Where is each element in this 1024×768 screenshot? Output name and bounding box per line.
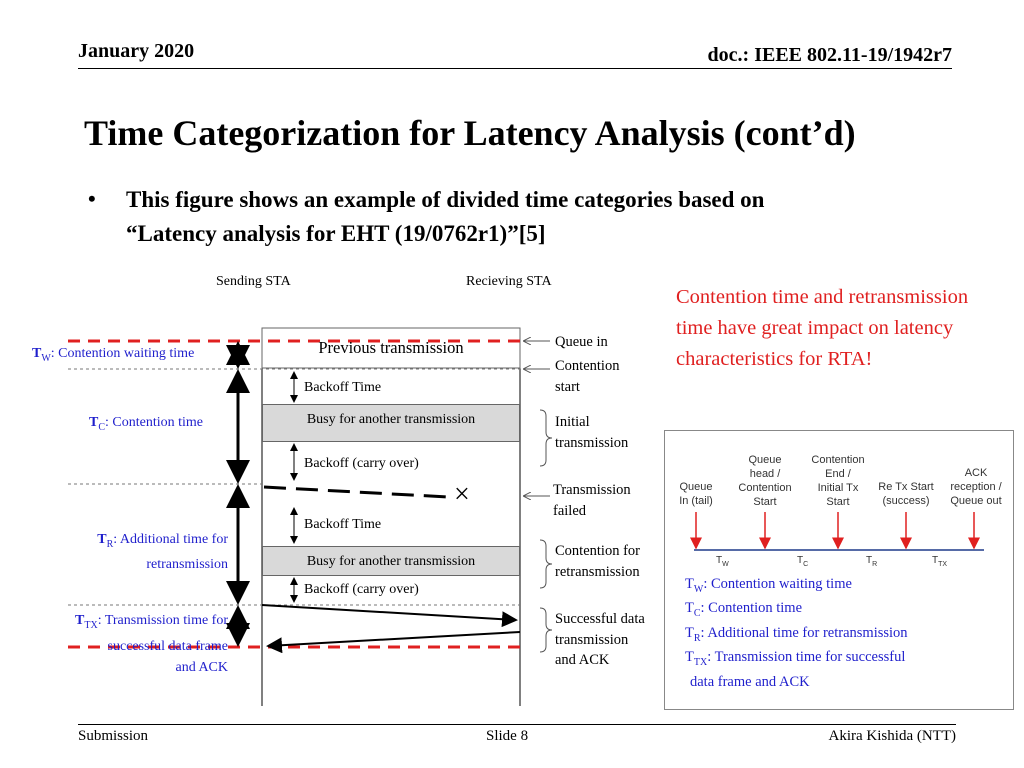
tc-description: : Contention time xyxy=(105,415,204,430)
note-success-1: Successful data xyxy=(555,611,645,627)
footer-submission: Submission xyxy=(78,728,149,744)
tw-label xyxy=(32,346,194,364)
previous-transmission-label: Previous transmission xyxy=(318,338,464,357)
legend-item-ttx xyxy=(685,649,905,668)
note-contention-start-1: Contention xyxy=(555,358,620,374)
note-success-3: and ACK xyxy=(555,652,610,668)
ttx-symbol: T xyxy=(75,613,85,628)
note-initial-transmission xyxy=(555,412,628,453)
legend-event-4-line1: Re Tx Start xyxy=(878,481,934,493)
legend-event-2-line4: Start xyxy=(753,496,777,508)
legend-event-5-line2: reception / xyxy=(950,481,1002,493)
tr-label xyxy=(66,530,228,575)
legend-event-5-line1: ACK xyxy=(964,467,988,479)
legend-item-tw xyxy=(685,576,852,595)
legend-event-1-line2: In (tail) xyxy=(679,495,713,507)
legend-axis-tc xyxy=(797,554,808,572)
legend-event-5 xyxy=(940,466,1012,508)
note-cont-retx-2: retransmission xyxy=(555,563,640,580)
legend-axis-ttx xyxy=(932,554,947,572)
note-failed-2: failed xyxy=(553,502,587,519)
note-transmission-failed xyxy=(553,480,631,521)
legend-axis-tr xyxy=(866,554,877,572)
slide-title: Time Categorization for Latency Analysis (cont’d) xyxy=(84,113,856,153)
tw-description: : Contention waiting time xyxy=(50,346,195,361)
note-initial-1: Initial xyxy=(555,414,590,430)
legend-event-3 xyxy=(803,453,873,509)
note-success-2: transmission xyxy=(555,631,629,648)
legend-event-3-line1: Contention xyxy=(811,454,865,466)
backoff-time-1: Backoff Time xyxy=(304,380,382,395)
footer-author: Akira Kishida (NTT) xyxy=(828,728,956,744)
tr-subscript: R xyxy=(106,538,114,550)
legend-item-tc xyxy=(685,600,802,619)
ttx-subscript: TX xyxy=(84,619,98,631)
ttx-description-1: : Transmission time for xyxy=(97,613,228,628)
legend-axis-tw-sub: W xyxy=(722,561,729,568)
initial-transmission-brace xyxy=(540,410,552,466)
legend-item-tr xyxy=(685,625,908,644)
legend-tc-sub: C xyxy=(693,607,701,619)
tr-description-2: retransmission xyxy=(146,556,228,572)
busy-block-2: Busy for another transmission xyxy=(262,546,520,576)
legend-tw-sub: W xyxy=(693,583,704,595)
sending-sta-label: Sending STA xyxy=(216,274,291,289)
note-contention-retransmission xyxy=(555,541,640,582)
note-contention-start-2: start xyxy=(555,378,580,395)
legend-event-2-line2: head / xyxy=(749,468,781,480)
legend-axis-ttx-sym: T xyxy=(932,555,939,566)
fail-x-icon: × xyxy=(454,479,470,510)
ack-arrow xyxy=(268,632,520,646)
legend-tc-sym: T xyxy=(685,600,694,616)
tc-subscript: C xyxy=(98,421,106,433)
legend-ttx-sub: TX xyxy=(693,656,708,668)
backoff-time-2: Backoff Time xyxy=(304,517,382,532)
legend-event-4 xyxy=(870,480,942,508)
footer-slide-number: Slide 8 xyxy=(486,728,529,744)
backoff-carry-over-1: Backoff (carry over) xyxy=(304,456,419,471)
legend-axis-tw-sym: T xyxy=(716,555,723,566)
backoff-carry-over-2: Backoff (carry over) xyxy=(304,582,419,597)
legend-event-3-line2: End / xyxy=(825,468,851,480)
legend-event-3-line4: Start xyxy=(826,496,850,508)
retransmission-brace xyxy=(540,540,552,588)
tc-symbol: T xyxy=(89,415,99,430)
note-initial-2: transmission xyxy=(555,434,629,451)
legend-tc-desc: : Contention time xyxy=(700,600,803,616)
legend-event-2-line3: Contention xyxy=(738,482,792,494)
ttx-description-3: and ACK xyxy=(175,659,228,675)
tw-symbol: T xyxy=(32,346,42,361)
legend-tr-sub: R xyxy=(693,632,701,644)
busy-block-1: Busy for another transmission xyxy=(262,404,520,442)
receiving-sta-label: Recieving STA xyxy=(466,274,552,289)
header-date: January 2020 xyxy=(78,40,195,62)
legend-event-1 xyxy=(666,480,726,508)
legend-event-1-line1: Queue xyxy=(679,481,713,493)
legend-ttx-desc2: data frame and ACK xyxy=(690,674,810,690)
note-queue-in: Queue in xyxy=(555,334,608,350)
callout-text: Contention time and retransmission time have great impact on latency characteristics for RTA! xyxy=(676,286,969,370)
data-frame-arrow xyxy=(262,605,516,620)
ttx-label xyxy=(38,610,228,678)
tr-symbol: T xyxy=(97,532,107,547)
legend-axis-ttx-sub: TX xyxy=(938,561,948,568)
tc-label xyxy=(89,415,203,433)
legend-event-2 xyxy=(730,453,800,509)
legend-event-4-line2: (success) xyxy=(882,495,930,507)
legend-axis-tc-sub: C xyxy=(803,561,809,568)
legend-ttx-sym: T xyxy=(685,649,694,665)
legend-axis-tw xyxy=(716,554,729,572)
legend-axis-tr-sub: R xyxy=(872,561,878,568)
note-cont-retx-1: Contention for xyxy=(555,543,640,559)
tr-description-1: : Additional time for xyxy=(113,532,228,547)
success-brace xyxy=(540,608,552,652)
legend-axis-tr-sym: T xyxy=(866,555,873,566)
legend-event-3-line3: Initial Tx xyxy=(817,482,859,494)
legend-event-5-line3: Queue out xyxy=(950,495,1002,507)
ttx-description-2: successful data frame xyxy=(107,638,228,654)
tw-subscript: W xyxy=(41,352,51,364)
failed-transmission-arrow xyxy=(264,487,448,497)
note-contention-start xyxy=(555,356,619,397)
legend-ttx-desc1: : Transmission time for successful xyxy=(707,649,906,665)
note-successful-transmission xyxy=(555,609,645,671)
header-doc-id: doc.: IEEE 802.11-19/1942r7 xyxy=(707,44,952,66)
legend-tr-sym: T xyxy=(685,625,694,641)
bullet-line-1: This figure shows an example of divided time categories based on xyxy=(126,187,765,212)
legend-tr-desc: : Additional time for retransmission xyxy=(700,625,908,641)
legend-axis-tc-sym: T xyxy=(797,555,804,566)
footer-divider xyxy=(78,724,956,725)
legend-tw-sym: T xyxy=(685,576,694,592)
note-failed-1: Transmission xyxy=(553,482,631,498)
bullet-line-2: “Latency analysis for EHT (19/0762r1)”[5] xyxy=(126,221,546,246)
legend-event-2-line1: Queue xyxy=(748,454,782,466)
bullet-marker: • xyxy=(88,186,96,211)
legend-tw-desc: : Contention waiting time xyxy=(703,576,852,592)
